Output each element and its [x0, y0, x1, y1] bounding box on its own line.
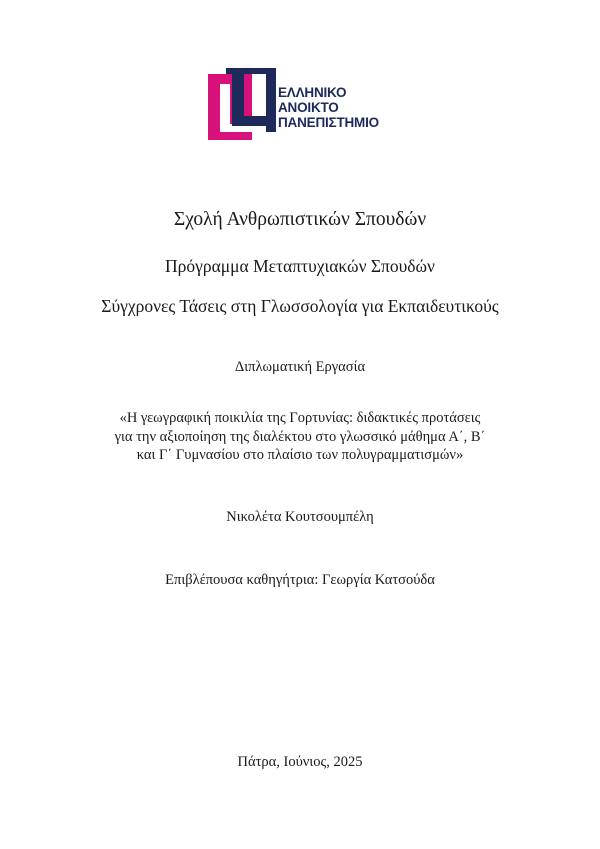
- thesis-title-line: «Η γεωγραφική ποικιλία της Γορτυνίας: διδακτικές προτάσεις: [119, 410, 481, 426]
- logo-line: ΑΝΟΙΚΤΟ: [278, 100, 339, 115]
- thesis-title-line: και Γ΄ Γυμνασίου στο πλαίσιο των πολυγραμματισμών»: [136, 447, 464, 463]
- logo-line: ΠΑΝΕΠΙΣΤΗΜΙΟ: [278, 115, 379, 130]
- university-logo: [208, 68, 408, 148]
- eap-logo-mark-icon: [208, 68, 278, 146]
- thesis-title-line: για την αξιοποίηση της διαλέκτου στο γλωσσικό μάθημα Α΄, Β΄: [114, 428, 486, 445]
- school-name: Σχολή Ανθρωπιστικών Σπουδών: [173, 209, 427, 230]
- thesis-title: [0, 409, 600, 465]
- logo-line: ΕΛΛΗΝΙΚΟ: [278, 85, 347, 100]
- place-date: Πάτρα, Ιούνιος, 2025: [237, 754, 363, 770]
- author-name: Νικολέτα Κουτσουμπέλη: [226, 509, 374, 525]
- specialization-name: Σύγχρονες Τάσεις στη Γλωσσολογία για Εκπαιδευτικούς: [101, 296, 499, 316]
- program-name: Πρόγραμμα Μεταπτυχιακών Σπουδών: [165, 256, 435, 276]
- supervisor: Επιβλέπουσα καθηγήτρια: Γεωργία Κατσούδα: [165, 572, 435, 588]
- logo-wordmark: [278, 85, 379, 130]
- thesis-type: Διπλωματική Εργασία: [234, 359, 366, 375]
